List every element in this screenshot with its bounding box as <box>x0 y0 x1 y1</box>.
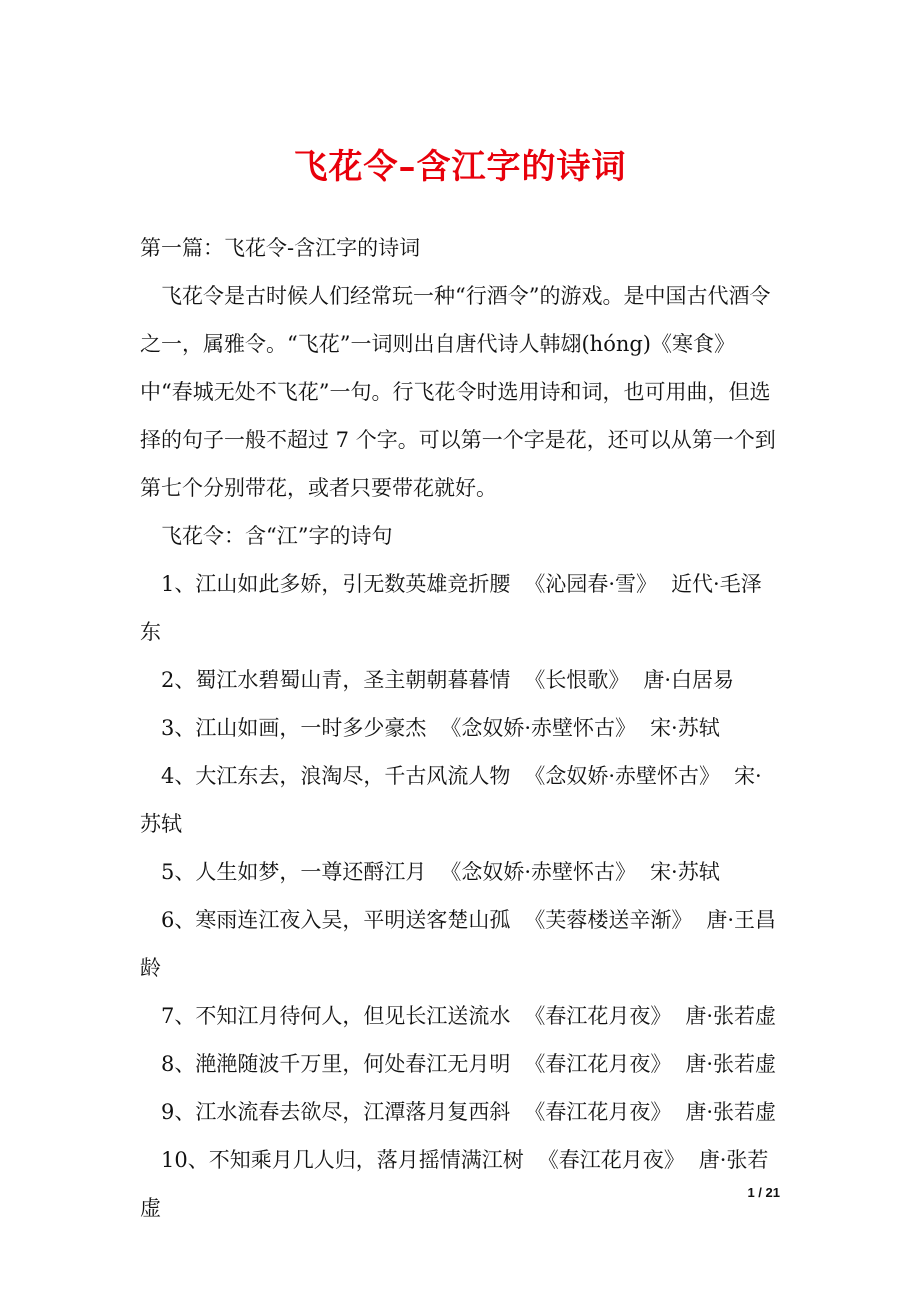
section-heading: 第一篇：飞花令-含江字的诗词 <box>140 236 421 260</box>
poem-source: 《念奴娇·赤壁怀古》 <box>524 764 721 788</box>
poem-source: 《春江花月夜》 <box>524 1052 672 1076</box>
list-heading: 飞花令：含“江”字的诗句 <box>161 524 393 548</box>
list-item <box>140 560 782 656</box>
poem-source: 《春江花月夜》 <box>524 1004 672 1028</box>
poem-author: 唐·张若虚 <box>685 1004 777 1028</box>
page-number: 1 / 21 <box>747 1185 780 1200</box>
poem-number: 6、 <box>161 908 196 932</box>
intro-paragraph: 飞花令是古时候人们经常玩一种“行酒令”的游戏。是中国古代酒令之一，属雅令。“飞花”一词则出自唐代诗人韩翃(hóng)《寒食》中“春城无处不飞花”一句。行飞花令时选用诗和词，也可用曲，但选择的句子一般不超过 7 个字。可以第一个字是花，还可以从第一个到第七个分别带花，或者只要带花就好。 <box>140 284 776 500</box>
poem-source: 《春江花月夜》 <box>537 1148 685 1172</box>
list-item <box>140 1040 782 1088</box>
list-item <box>140 1088 782 1136</box>
poem-number: 2、 <box>161 668 196 692</box>
poem-line: 滟滟随波千万里，何处春江无月明 <box>195 1052 511 1076</box>
poem-source: 《长恨歌》 <box>524 668 630 692</box>
poem-line: 江山如此多娇，引无数英雄竞折腰 <box>195 572 511 596</box>
poem-line: 江水流春去欲尽，江潭落月复西斜 <box>195 1100 511 1124</box>
poem-source: 《沁园春·雪》 <box>524 572 658 596</box>
poem-source: 《芙蓉楼送辛渐》 <box>524 908 693 932</box>
poem-number: 5、 <box>161 860 196 884</box>
poem-line: 蜀江水碧蜀山青，圣主朝朝暮暮情 <box>195 668 511 692</box>
list-item <box>140 656 782 704</box>
document-body <box>140 224 782 1232</box>
poem-line: 不知江月待何人，但见长江送流水 <box>195 1004 511 1028</box>
poem-line: 江山如画，一时多少豪杰 <box>195 716 427 740</box>
poem-source: 《念奴娇·赤壁怀古》 <box>440 860 637 884</box>
list-item <box>140 848 782 896</box>
poem-author: 宋·苏轼 <box>650 860 720 884</box>
list-item <box>140 704 782 752</box>
document-title: 飞花令–含江字的诗词 <box>293 147 627 187</box>
poem-author: 近代·毛泽东 <box>140 572 762 644</box>
list-item <box>140 992 782 1040</box>
poem-author: 唐·白居易 <box>643 668 735 692</box>
list-item <box>140 752 782 848</box>
list-item <box>140 1136 782 1232</box>
poem-author: 宋·苏轼 <box>650 716 720 740</box>
poem-author: 唐·张若虚 <box>685 1100 777 1124</box>
poem-number: 4、 <box>161 764 196 788</box>
poem-line: 寒雨连江夜入吴，平明送客楚山孤 <box>195 908 511 932</box>
poem-author: 宋·苏轼 <box>140 764 762 836</box>
poem-source: 《念奴娇·赤壁怀古》 <box>440 716 637 740</box>
poem-line: 人生如梦，一尊还酹江月 <box>195 860 427 884</box>
poem-number: 9、 <box>161 1100 196 1124</box>
poem-author: 唐·张若虚 <box>140 1148 769 1220</box>
poem-list <box>140 560 782 1232</box>
poem-number: 1、 <box>161 572 196 596</box>
poem-line: 不知乘月几人归，落月摇情满江树 <box>208 1148 524 1172</box>
poem-line: 大江东去，浪淘尽，千古风流人物 <box>195 764 511 788</box>
list-item <box>140 896 782 992</box>
poem-number: 10、 <box>161 1148 209 1172</box>
poem-number: 3、 <box>161 716 196 740</box>
poem-number: 8、 <box>161 1052 196 1076</box>
poem-number: 7、 <box>161 1004 196 1028</box>
poem-author: 唐·王昌龄 <box>140 908 777 980</box>
poem-source: 《春江花月夜》 <box>524 1100 672 1124</box>
poem-author: 唐·张若虚 <box>685 1052 777 1076</box>
